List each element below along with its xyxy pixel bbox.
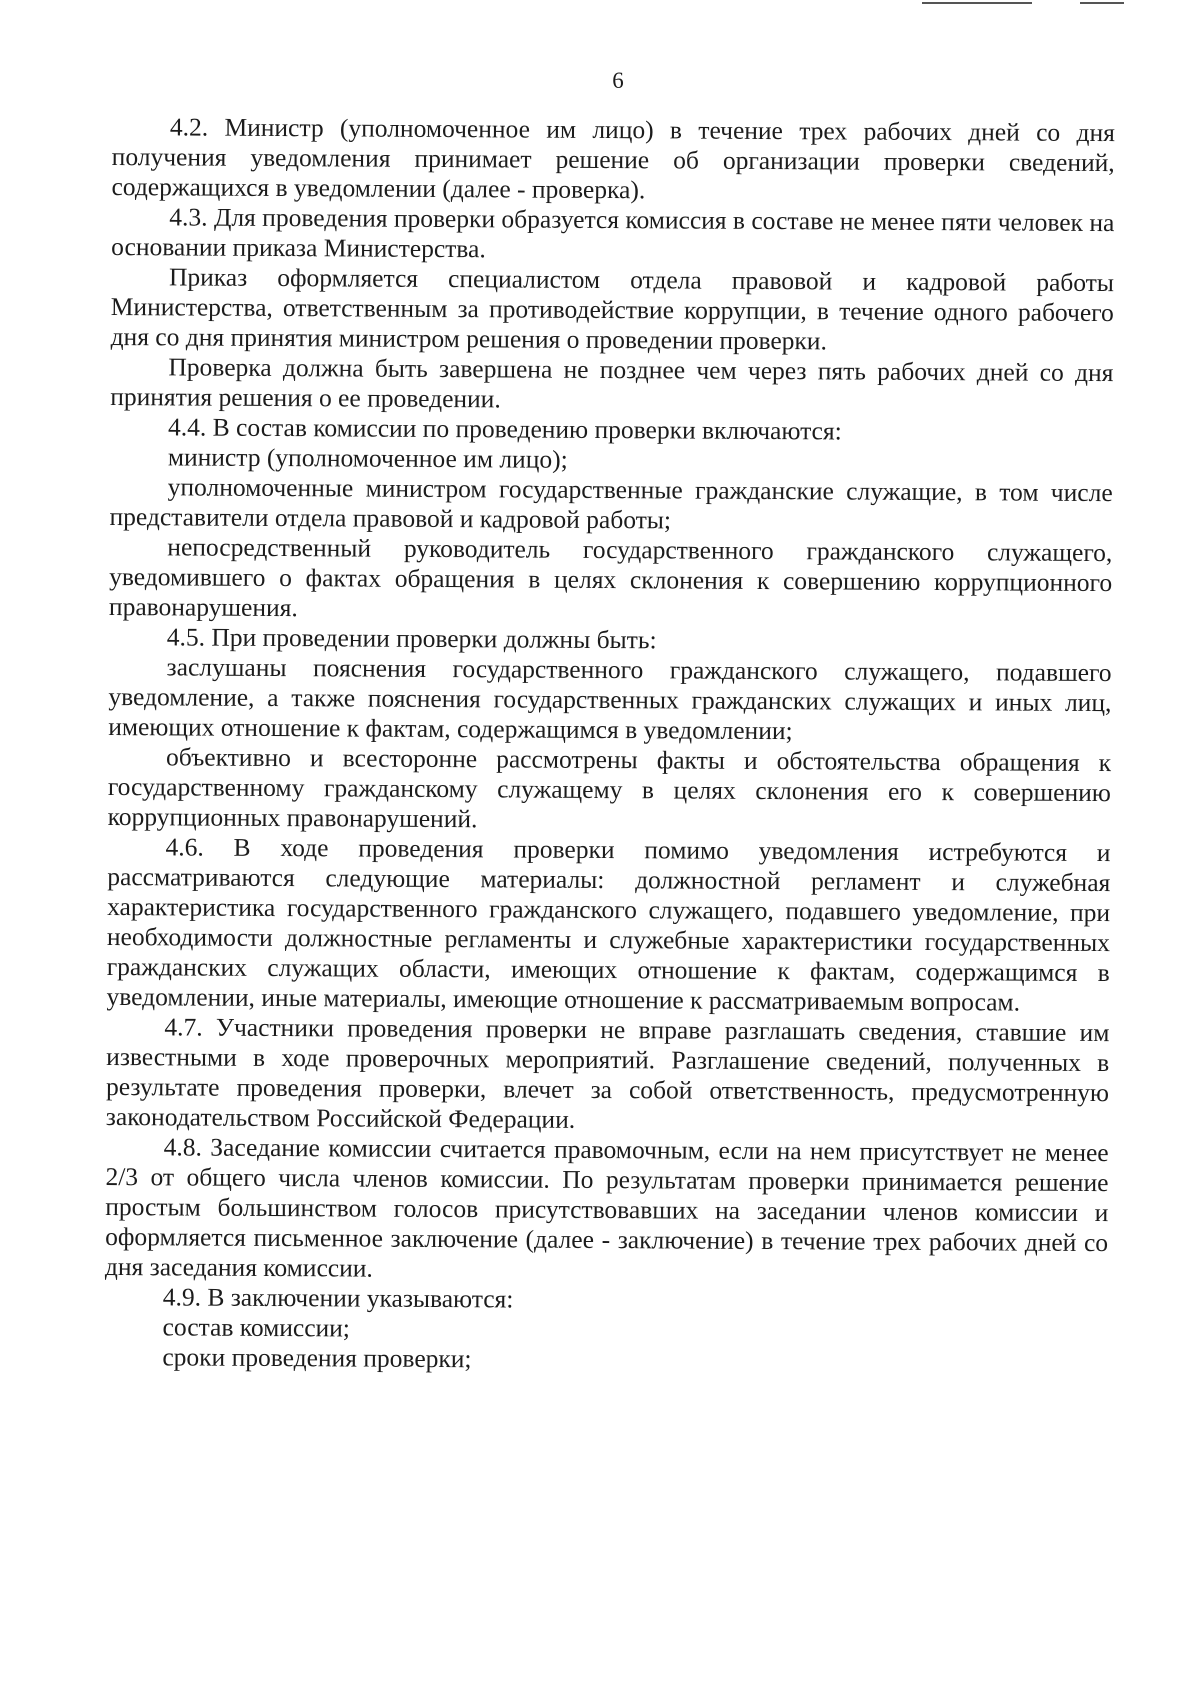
list-item-minister: министр (уполномоченное им лицо); bbox=[167, 442, 568, 474]
paragraph-4-7: 4.7. Участники проведения проверки не вправе разглашать сведения, ставшие им известными в ходе проверочных мероприятий. Разглашение сведений, полученных в результате проведения проверки, влечет за собой ответственность, предусмотренную законодательством Российской Федерации. bbox=[105, 1012, 1110, 1134]
paragraph-4-5: 4.5. При проведении проверки должны быть: bbox=[166, 622, 657, 655]
list-item-direct-supervisor: непосредственный руководитель государственного гражданского служащего, уведомившего о фактах обращения в целях склонения к совершению коррупционного правонарушения. bbox=[108, 532, 1113, 623]
scan-mark-top-corner bbox=[1080, 2, 1124, 4]
page-number: 6 bbox=[612, 68, 624, 93]
list-item-commission-composition: состав комиссии; bbox=[162, 1312, 351, 1343]
list-item-explanations-heard: заслушаны пояснения государственного гражданского служащего, подавшего уведомление, а также пояснения государственных гражданских служащих и иных лиц, имеющих отношение к фактам, содержащимся в уведомлении; bbox=[108, 652, 1112, 746]
list-item-check-period: сроки проведения проверки; bbox=[162, 1342, 472, 1374]
list-item-authorized-officials: уполномоченные министром государственные гражданские служащие, в том числе представители отдела правовой и кадровой работы; bbox=[109, 472, 1113, 535]
paragraph-4-3: 4.3. Для проведения проверки образуется комиссия в составе не менее пяти человек на основании приказа Министерства. bbox=[111, 202, 1115, 264]
list-item-facts-reviewed: объективно и всесторонне рассмотрены факты и обстоятельства обращения к государственному гражданскому служащему в целях склонения его к совершению коррупционных правонарушений. bbox=[107, 742, 1112, 834]
paragraph-4-9: 4.9. В заключении указываются: bbox=[162, 1282, 514, 1314]
paragraph-order: Приказ оформляется специалистом отдела правовой и кадровой работы Министерства, ответственным за противодействие коррупции, в течение одного рабочего дня со дня принятия министром решения о проведении проверки. bbox=[110, 262, 1115, 356]
paragraph-4-4: 4.4. В состав комиссии по проведению проверки включаются: bbox=[167, 412, 842, 446]
paragraph-deadline: Проверка должна быть завершена не позднее чем через пять рабочих дней со дня принятия решения о ее проведении. bbox=[110, 352, 1114, 414]
paragraph-4-2: 4.2. Министр (уполномоченное им лицо) в течение трех рабочих дней со дня получения уведомления принимает решение об организации проверки сведений, содержащихся в уведомлении (далее - проверка). bbox=[111, 112, 1115, 205]
paragraph-4-8: 4.8. Заседание комиссии считается правомочным, если на нем присутствует не менее 2/3 от общего числа членов комиссии. По результатам проверки принимается решение простым большинством голосов присутствовавших на заседании членов комиссии и оформляется письменное заключение (далее - заключение) в течение трех рабочих дней со дня заседания комиссии. bbox=[104, 1132, 1109, 1283]
scan-mark-top-right bbox=[922, 2, 1032, 4]
document-body bbox=[104, 112, 1115, 1378]
paragraph-4-6: 4.6. В ходе проведения проверки помимо уведомления истребуются и рассматриваются следующие материалы: должностной регламент и служебная характеристика государственного гражданского служащего, подавшего уведомление, при необходимости должностные регламенты и служебные характеристики государственных гражданских служащих области, имеющих отношение к фактам, содержащимся в уведомлении, иные материалы, имеющие отношение к рассматриваемым вопросам. bbox=[106, 832, 1111, 1017]
